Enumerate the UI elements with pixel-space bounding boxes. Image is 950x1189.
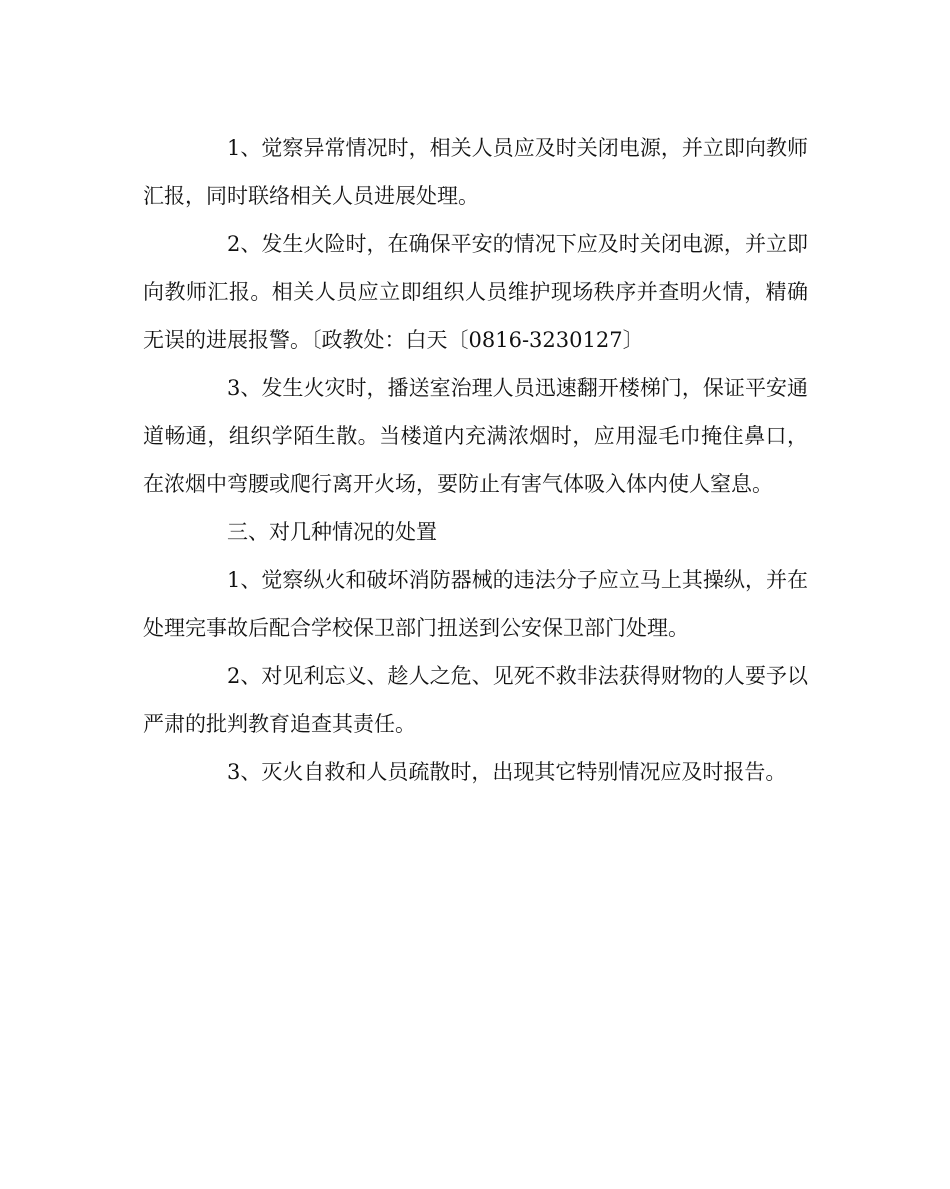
paragraph-special-situations: 3、灭火自救和人员疏散时，出现其它特别情况应及时报告。 — [227, 760, 787, 784]
paragraph-arson-handling: 1、觉察纵火和破坏消防器械的违法分子应立马上其操纵，并在处理完事故后配合学校保卫部门扭送到公安保卫部门处理。 — [143, 568, 808, 640]
section-heading-handling: 三、对几种情况的处置 — [227, 520, 437, 544]
paragraph-fire-danger: 2、发生火险时，在确保平安的情况下应及时关闭电源，并立即向教师汇报。相关人员应立即组织人员维护现场秩序并查明火情，精确无误的进展报警。〔政教处：白天〔0816-3230127〕 — [143, 232, 808, 352]
paragraph-power-off-report: 1、觉察异常情况时，相关人员应及时关闭电源，并立即向教师汇报，同时联络相关人员进展处理。 — [143, 136, 808, 208]
document-body — [143, 124, 808, 796]
paragraph-fire-evacuation: 3、发生火灾时，播送室治理人员迅速翻开楼梯门，保证平安通道畅通，组织学陌生散。当楼道内充满浓烟时，应用湿毛巾掩住鼻口，在浓烟中弯腰或爬行离开火场，要防止有害气体吸入体内使人窒息。 — [143, 376, 808, 496]
paragraph-misconduct-handling: 2、对见利忘义、趁人之危、见死不救非法获得财物的人要予以严肃的批判教育追查其责任。 — [143, 664, 808, 736]
